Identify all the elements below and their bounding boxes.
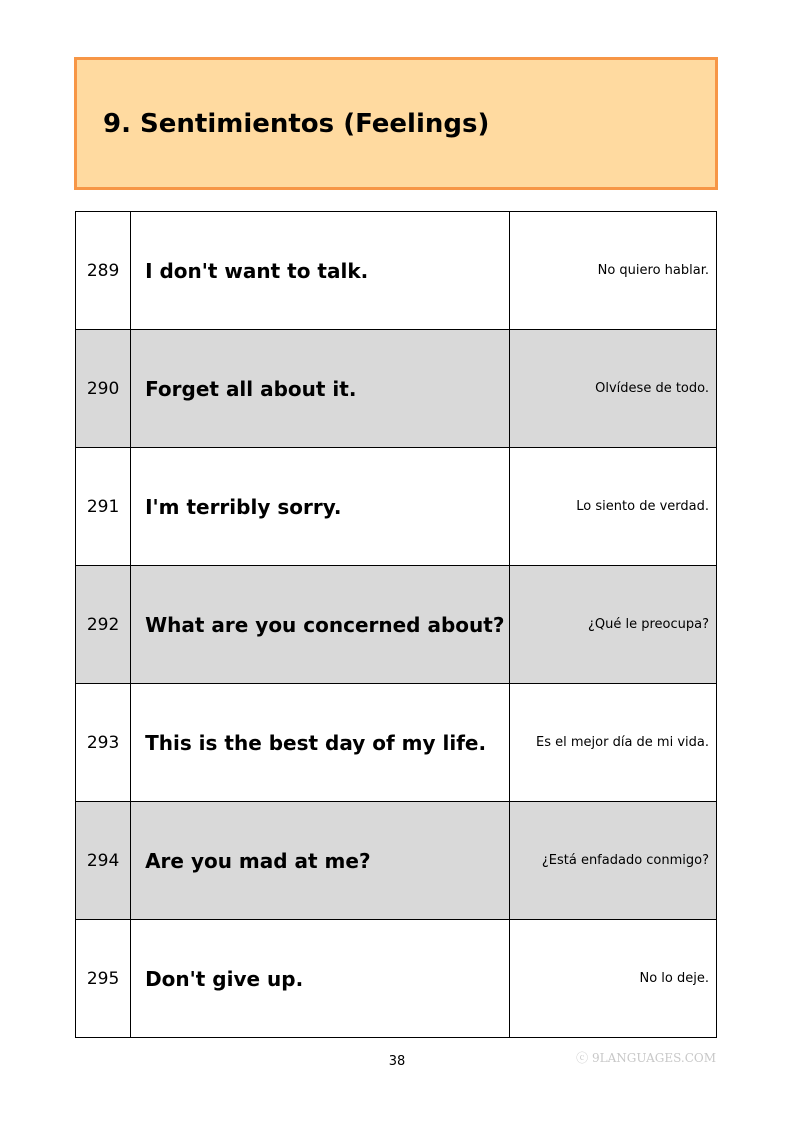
english-phrase: Don't give up.	[131, 920, 510, 1038]
spanish-translation: Lo siento de verdad.	[509, 448, 716, 566]
english-phrase: Are you mad at me?	[131, 802, 510, 920]
phrase-number: 294	[76, 802, 131, 920]
english-phrase: Forget all about it.	[131, 330, 510, 448]
phrase-number: 293	[76, 684, 131, 802]
table-row	[76, 448, 717, 566]
copyright-notice: ⓒ 9LANGUAGES.COM	[576, 1051, 716, 1065]
english-phrase: What are you concerned about?	[131, 566, 510, 684]
phrase-number: 292	[76, 566, 131, 684]
spanish-translation: ¿Está enfadado conmigo?	[509, 802, 716, 920]
spanish-translation: Es el mejor día de mi vida.	[509, 684, 716, 802]
phrase-number: 289	[76, 212, 131, 330]
table-row	[76, 802, 717, 920]
phrase-number: 291	[76, 448, 131, 566]
section-title: 9. Sentimientos (Feelings)	[103, 109, 490, 139]
spanish-translation: No lo deje.	[509, 920, 716, 1038]
spanish-translation: ¿Qué le preocupa?	[509, 566, 716, 684]
table-row	[76, 330, 717, 448]
page-number: 38	[388, 1054, 406, 1069]
table-row	[76, 920, 717, 1038]
table-row	[76, 566, 717, 684]
english-phrase: I don't want to talk.	[131, 212, 510, 330]
table-row	[76, 684, 717, 802]
spanish-translation: No quiero hablar.	[509, 212, 716, 330]
phrase-table	[75, 211, 717, 1038]
english-phrase: I'm terribly sorry.	[131, 448, 510, 566]
section-header	[74, 57, 718, 190]
table-row	[76, 212, 717, 330]
english-phrase: This is the best day of my life.	[131, 684, 510, 802]
phrase-number: 295	[76, 920, 131, 1038]
phrase-number: 290	[76, 330, 131, 448]
spanish-translation: Olvídese de todo.	[509, 330, 716, 448]
